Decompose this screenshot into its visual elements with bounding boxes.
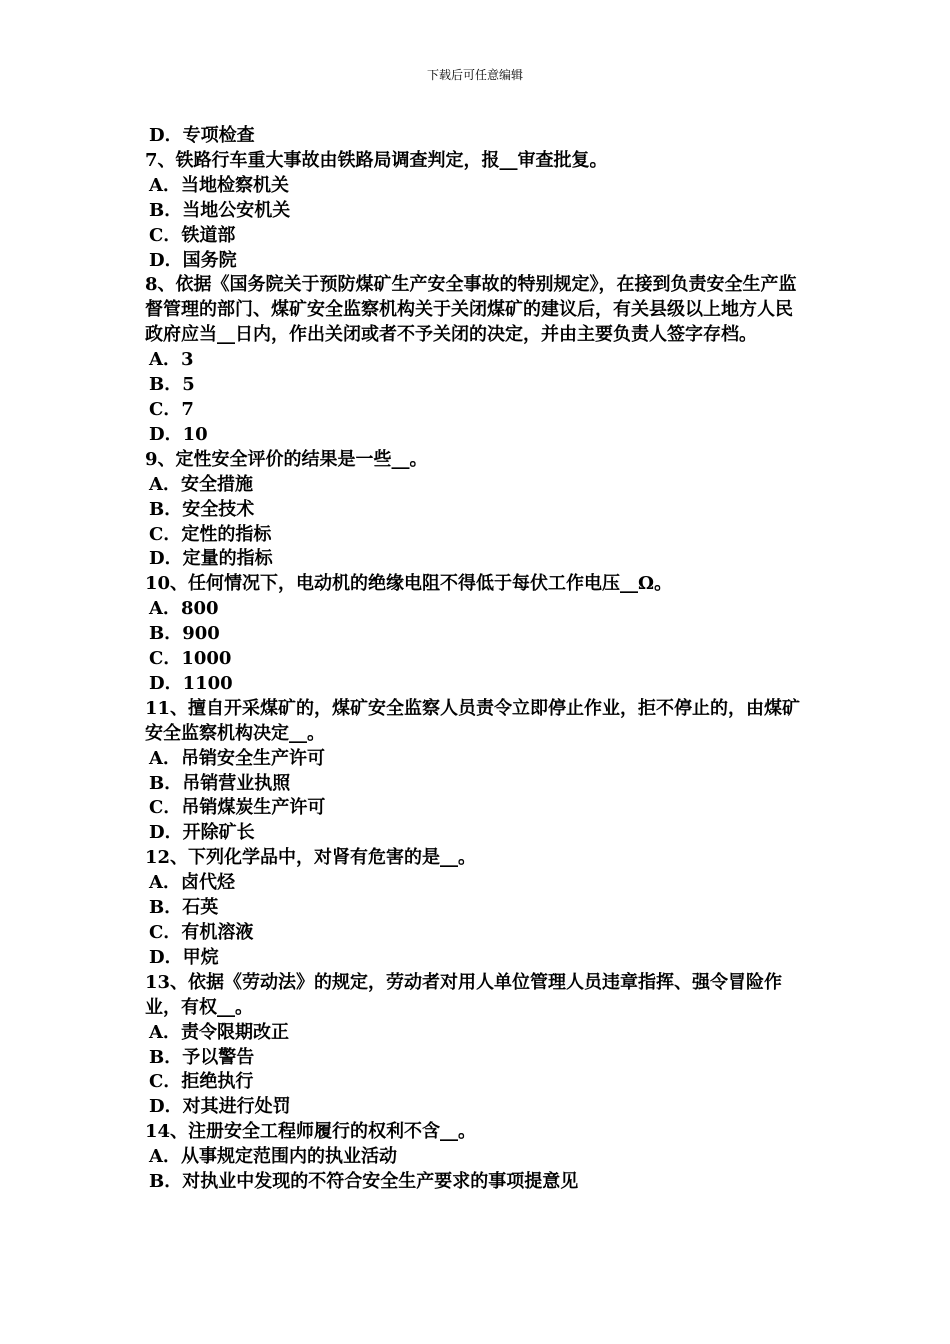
question-text: 11、擅自开采煤矿的，煤矿安全监察人员责令立即停止作业，拒不停止的，由煤矿安全监察机构决定__。	[145, 697, 801, 744]
answer-option: B．当地公安机关	[149, 199, 291, 221]
answer-option: C．有机溶液	[149, 922, 254, 943]
answer-option: A．安全措施	[149, 473, 253, 495]
answer-option: C．7	[149, 398, 194, 420]
answer-option: C．定性的指标	[149, 523, 272, 545]
question-text: 7、铁路行车重大事故由铁路局调查判定，报__审查批复。	[145, 149, 608, 171]
question-text: 10、任何情况下，电动机的绝缘电阻不得低于每伏工作电压__Ω。	[145, 573, 673, 595]
answer-option: A．责令限期改正	[149, 1021, 289, 1043]
answer-option: B．900	[149, 623, 220, 645]
answer-option: B．5	[149, 374, 195, 396]
question-text: 12、下列化学品中，对肾有危害的是__。	[145, 847, 477, 869]
answer-option: D．10	[149, 423, 208, 445]
answer-option: C．1000	[149, 648, 232, 670]
answer-option: D．专项检查	[149, 125, 255, 146]
answer-option: D．1100	[149, 672, 233, 694]
answer-option: D．开除矿长	[149, 822, 255, 844]
question-text: 13、依据《劳动法》的规定，劳动者对用人单位管理人员违章指挥、强令冒险作业，有权__。	[145, 971, 783, 1018]
answer-option: A．吊销安全生产许可	[149, 747, 325, 769]
answer-option: B．安全技术	[149, 498, 255, 520]
answer-option: A．从事规定范围内的执业活动	[149, 1146, 397, 1168]
answer-option: D．甲烷	[149, 946, 219, 968]
answer-option: A．800	[149, 598, 219, 620]
answer-option: A．当地检察机关	[149, 174, 289, 196]
answer-option: D．对其进行处罚	[149, 1096, 291, 1118]
answer-option: D．定量的指标	[149, 548, 273, 570]
answer-option: B．吊销营业执照	[149, 772, 291, 794]
page-header: 下载后可任意编辑	[426, 68, 523, 82]
question-text: 9、定性安全评价的结果是一些__。	[145, 448, 428, 470]
answer-option: B．石英	[149, 897, 219, 919]
answer-option: B．予以警告	[149, 1046, 255, 1068]
answer-option: A．3	[149, 349, 194, 371]
answer-option: C．吊销煤炭生产许可	[149, 797, 326, 819]
question-text: 14、注册安全工程师履行的权利不含__。	[145, 1121, 477, 1143]
answer-option: D．国务院	[149, 249, 237, 271]
answer-option: C．铁道部	[149, 224, 236, 246]
answer-option: C．拒绝执行	[149, 1071, 254, 1093]
document-body	[145, 124, 810, 1195]
question-text: 8、依据《国务院关于预防煤矿生产安全事故的特别规定》，在接到负责安全生产监督管理的部门、煤矿安全监察机构关于关闭煤矿的建议后，有关县级以上地方人民政府应当__日内，作出关闭或者不予关闭的决定，并由主要负责人签字存档。	[145, 274, 797, 346]
answer-option: A．卤代烃	[149, 872, 235, 894]
answer-option: B．对执业中发现的不符合安全生产要求的事项提意见	[149, 1171, 579, 1193]
